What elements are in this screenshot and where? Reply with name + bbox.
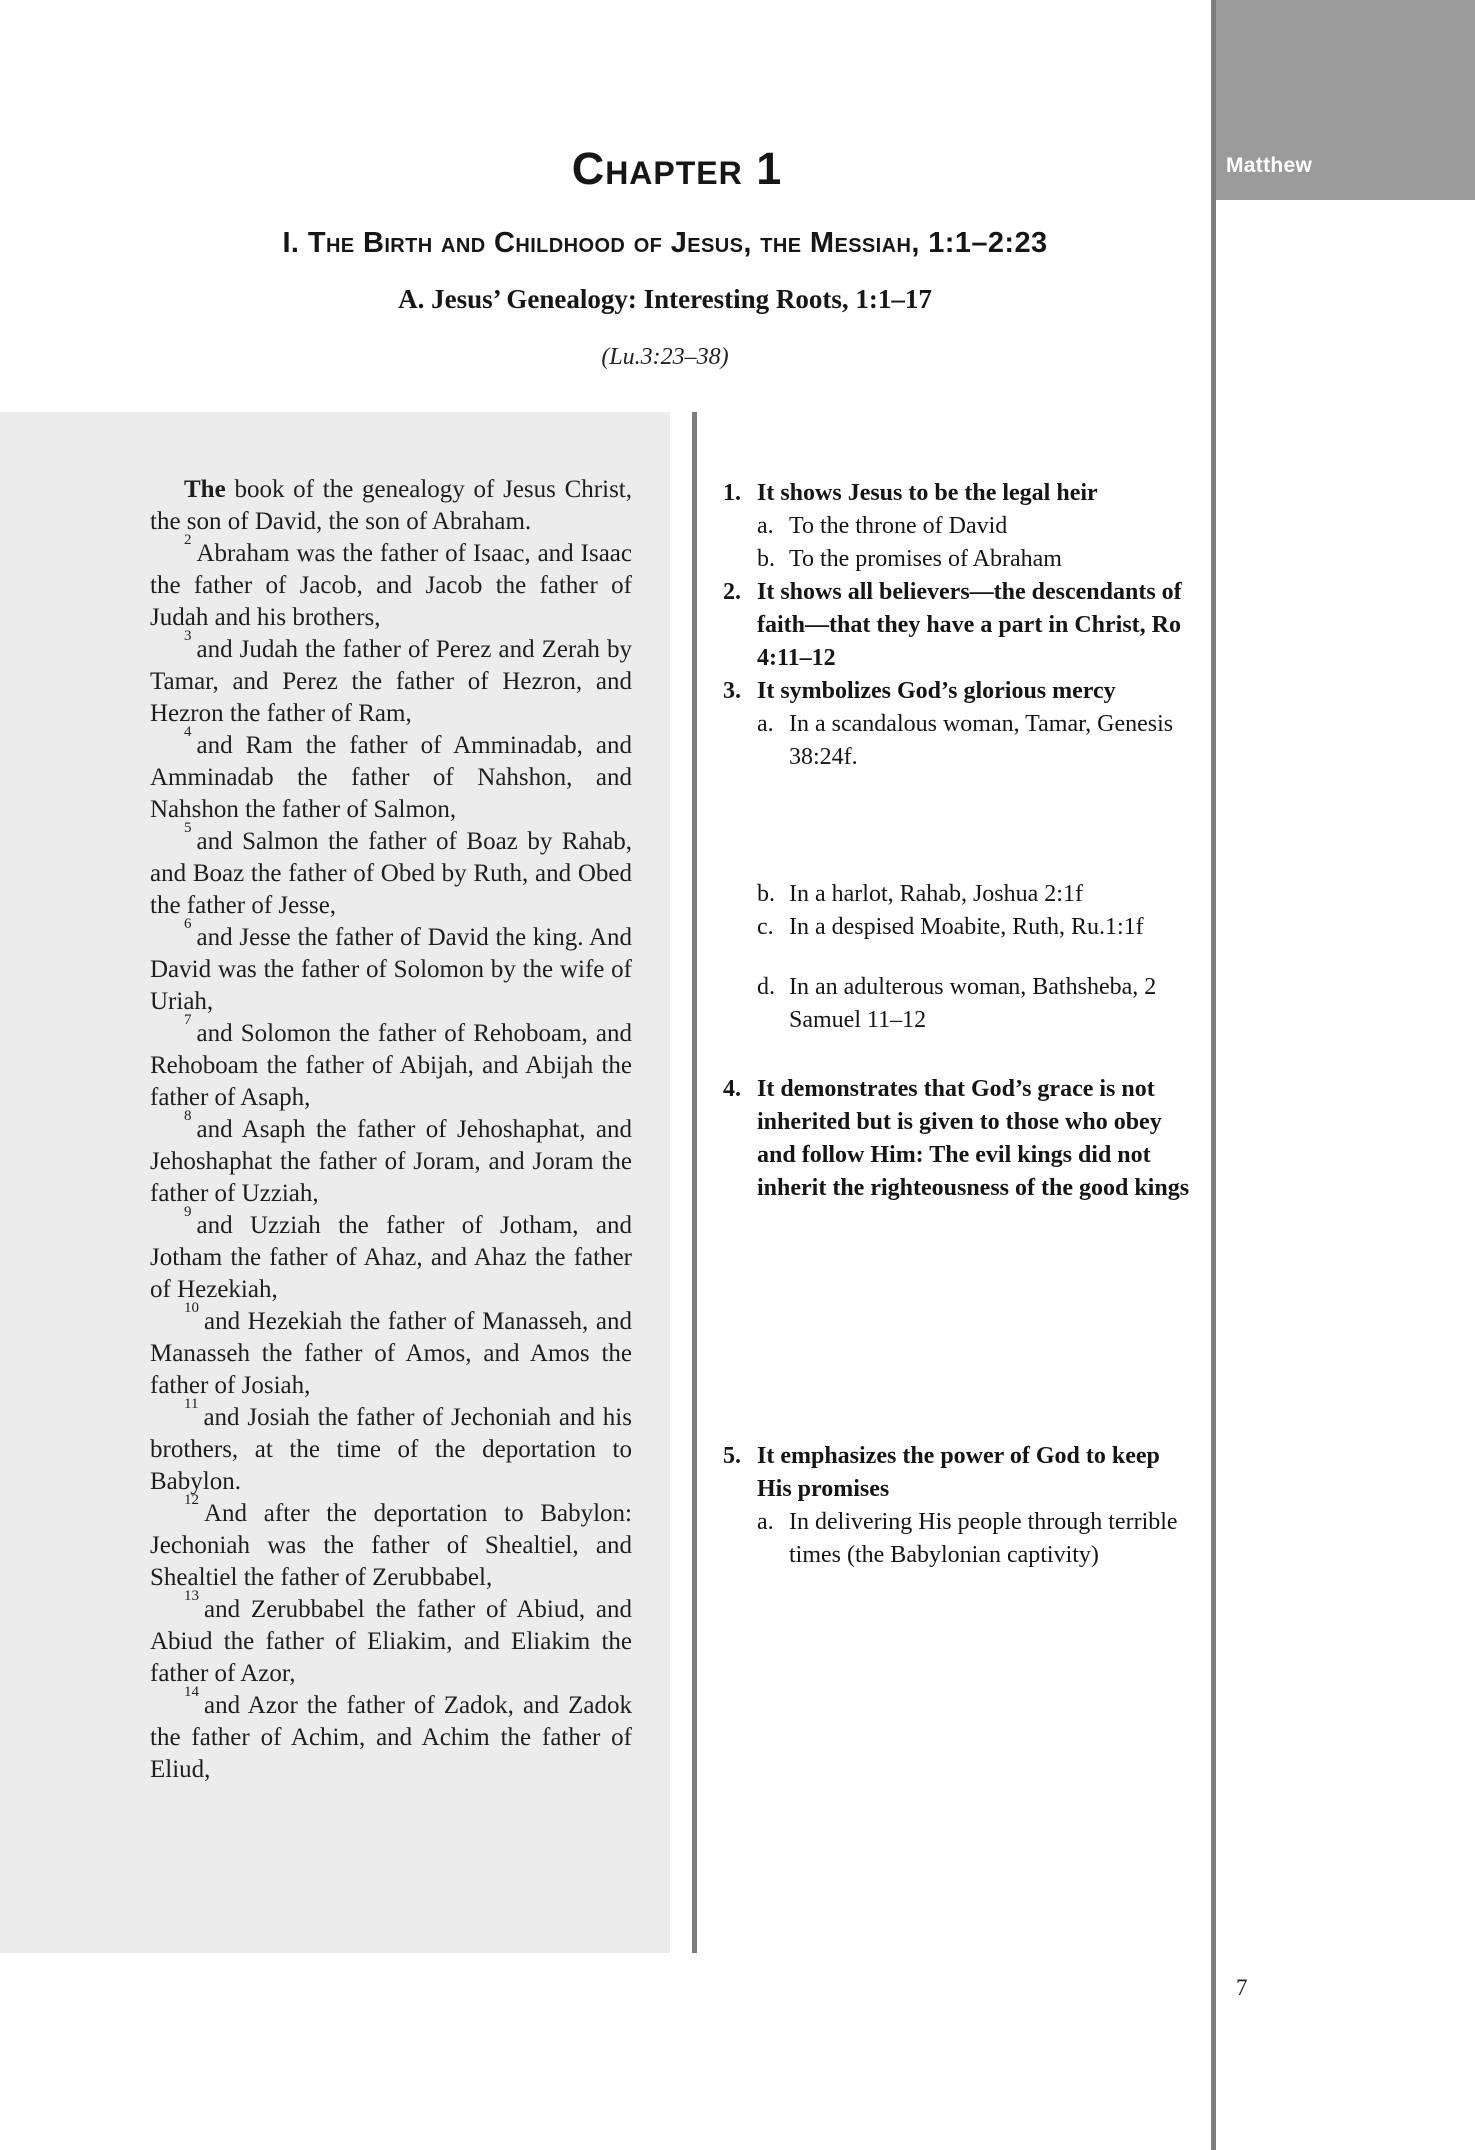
- verse-number: 12: [184, 1491, 199, 1508]
- outline-subitem-text: To the promises of Abraham: [789, 546, 1062, 572]
- outline-subitem-text: To the throne of David: [789, 513, 1008, 539]
- outline-item-text: It shows all believers—the descendants of faith—that they have a part in Christ, Ro 4:11–12: [757, 579, 1182, 671]
- outline-subitem: [757, 510, 1190, 543]
- verse-number: 3: [184, 627, 192, 644]
- verse-number: 5: [184, 819, 192, 836]
- verse-paragraph: $^2$Abraham was the father of Isaac, and Isaac the father of Jacob, and Jacob the father of Judah and his brothers,: [150, 531, 632, 631]
- outline-subitem-letter: b.: [757, 881, 775, 907]
- verse-paragraph: $^{13}$and Zerubbabel the father of Abiud, and Abiud the father of Eliakim, and Eliakim the father of Azor,: [150, 1587, 632, 1687]
- outline-item-number: 2.: [723, 579, 741, 605]
- verse-paragraph: $^{14}$and Azor the father of Zadok, and Zadok the father of Achim, and Achim the father of Eliud,: [150, 1683, 632, 1783]
- outline-subitem-text: In a scandalous woman, Tamar, Genesis 38:24f.: [789, 711, 1174, 770]
- chapter-title: Chapter 1: [571, 143, 783, 194]
- outline-subitem: [757, 911, 1190, 944]
- outline-subitem: [757, 1506, 1190, 1572]
- outline-subitem: [757, 971, 1190, 1037]
- section-heading: I. The Birth and Childhood of Jesus, the Messiah, 1:1–2:23: [282, 227, 1048, 259]
- outline-item-text: It shows Jesus to be the legal heir: [757, 480, 1098, 506]
- commentary-outline: [723, 477, 1190, 1572]
- outline-subitem-text: In a despised Moabite, Ruth, Ru.1:1f: [789, 914, 1144, 940]
- outline-item: [723, 477, 1190, 510]
- outline-subitem-letter: a.: [757, 711, 774, 737]
- verse-paragraph: $^{12}$And after the deportation to Babylon: Jechoniah was the father of Shealtiel, and Shealtiel the father of Zerubbabel,: [150, 1491, 632, 1591]
- verse-paragraph: $^{11}$and Josiah the father of Jechoniah and his brothers, at the time of the deportation to Babylon.: [150, 1395, 632, 1495]
- outline-subitem-text: In delivering His people through terrible times (the Babylonian captivity): [789, 1509, 1178, 1568]
- right-column-divider: [1211, 0, 1216, 2150]
- outline-subitem-letter: c.: [757, 914, 774, 940]
- verse-number: 4: [184, 723, 192, 740]
- verse-number: 9: [184, 1203, 192, 1220]
- book-tab-label: Matthew: [1226, 154, 1313, 177]
- outline-item: [723, 1440, 1190, 1506]
- outline-item-number: 5.: [723, 1443, 741, 1469]
- verse-number: 11: [184, 1395, 199, 1412]
- verse-number: 8: [184, 1107, 192, 1124]
- outline-item: [723, 675, 1190, 708]
- outline-subitem-letter: a.: [757, 513, 774, 539]
- verse-number: 7: [184, 1011, 192, 1028]
- verse-number: 2: [184, 531, 192, 548]
- scripture-text: [150, 474, 632, 1786]
- outline-item-text: It emphasizes the power of God to keep His promises: [757, 1443, 1160, 1502]
- verse-number: 6: [184, 915, 192, 932]
- outline-item-number: 4.: [723, 1076, 741, 1102]
- outline-subitem-letter: d.: [757, 974, 775, 1000]
- outline-item-number: 1.: [723, 480, 741, 506]
- verse-number: 14: [184, 1683, 199, 1700]
- outline-subitem-text: In an adulterous woman, Bathsheba, 2 Samuel 11–12: [789, 974, 1157, 1033]
- verse-paragraph: $^6$and Jesse the father of David the king. And David was the father of Solomon by the wife of Uriah,: [150, 915, 632, 1015]
- subsection-heading: A. Jesus’ Genealogy: Interesting Roots, 1:1–17: [398, 284, 932, 314]
- verse-lead-word: The: [184, 476, 226, 503]
- verse-paragraph: $^8$and Asaph the father of Jehoshaphat, and Jehoshaphat the father of Joram, and Joram the father of Uzziah,: [150, 1107, 632, 1207]
- verse-paragraph: $^7$and Solomon the father of Rehoboam, and Rehoboam the father of Abijah, and Abijah the father of Asaph,: [150, 1011, 632, 1111]
- verse-paragraph: The book of the genealogy of Jesus Christ, the son of David, the son of Abraham.: [150, 476, 632, 535]
- outline-subitem: [757, 878, 1190, 911]
- verse-number: 10: [184, 1299, 199, 1316]
- outline-subitem-text: In a harlot, Rahab, Joshua 2:1f: [789, 881, 1083, 907]
- outline-item-number: 3.: [723, 678, 741, 704]
- outline-subitem: [757, 543, 1190, 576]
- outline-subitem-letter: b.: [757, 546, 775, 572]
- verse-paragraph: $^4$and Ram the father of Amminadab, and Amminadab the father of Nahshon, and Nahshon the father of Salmon,: [150, 723, 632, 823]
- cross-reference: (Lu.3:23–38): [601, 344, 729, 370]
- verse-paragraph: $^5$and Salmon the father of Boaz by Rahab, and Boaz the father of Obed by Ruth, and Obed the father of Jesse,: [150, 819, 632, 919]
- outline-item: [723, 1073, 1190, 1205]
- verse-number: 13: [184, 1587, 199, 1604]
- verse-paragraph: $^3$and Judah the father of Perez and Zerah by Tamar, and Perez the father of Hezron, and Hezron the father of Ram,: [150, 627, 632, 727]
- outline-item-text: It demonstrates that God’s grace is not inherited but is given to those who obey and follow Him: The evil kings did not inherit the righteousness of the good kings: [757, 1076, 1190, 1201]
- page-number: 7: [1236, 1975, 1248, 2000]
- outline-item-text: It symbolizes God’s glorious mercy: [757, 678, 1116, 704]
- outline-subitem-letter: a.: [757, 1509, 774, 1535]
- outline-item: [723, 576, 1190, 675]
- verse-paragraph: $^9$and Uzziah the father of Jotham, and Jotham the father of Ahaz, and Ahaz the father of Hezekiah,: [150, 1203, 632, 1303]
- verse-paragraph: $^{10}$and Hezekiah the father of Manasseh, and Manasseh the father of Amos, and Amos the father of Josiah,: [150, 1299, 632, 1399]
- column-divider: [692, 412, 697, 1953]
- outline-subitem: [757, 708, 1190, 774]
